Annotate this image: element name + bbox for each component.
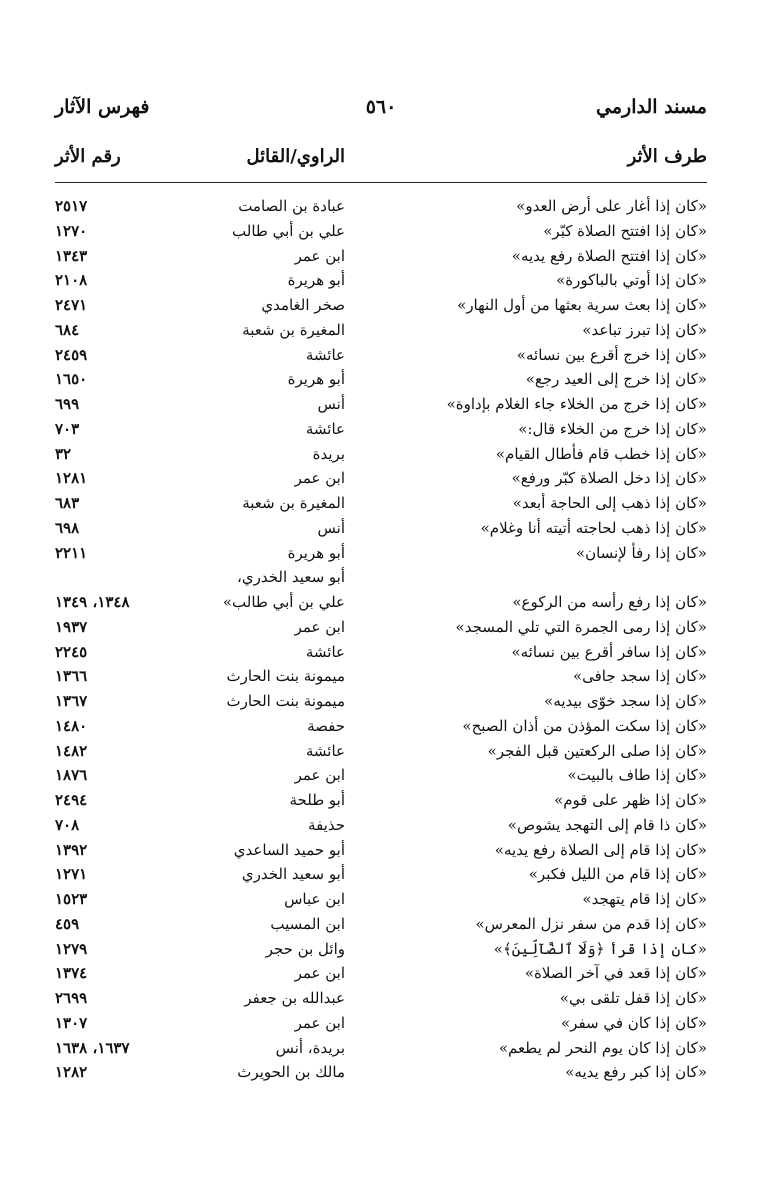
atar-number: ١٢٨٢: [55, 1063, 88, 1082]
atar-number: ٧٠٨: [55, 815, 80, 834]
atar-incipit: «كان إذا قفل تلقى بي»: [559, 989, 707, 1007]
atar-number: ١٣٩٢: [55, 840, 88, 859]
table-row: [55, 194, 707, 219]
atar-incipit: «كان إذا أغار على أرض العدو»: [516, 197, 707, 215]
atar-number: ١٢٧٩: [55, 939, 88, 958]
narrator: وائل بن حجر: [265, 939, 345, 958]
narrator: ميمونة بنت الحارث: [226, 667, 345, 686]
table-row: [55, 417, 707, 442]
atar-number: ٢٤٧١: [55, 296, 88, 314]
narrator: ابن المسيب: [270, 914, 345, 933]
table-row: [55, 739, 707, 764]
atar-number: ٢٤٥٩: [55, 345, 88, 364]
table-row: [55, 466, 707, 491]
atar-number: ٤٥٩: [55, 914, 80, 933]
atar-incipit: «كان إذا رفأ لإنسان»: [575, 543, 707, 562]
atar-incipit: «كان إذا رمى الجمرة التي تلي المسجد»: [455, 617, 707, 636]
atar-number: ١٣٤٨، ١٣٤٩: [55, 593, 130, 611]
atar-incipit: «كان إذا خرج من الخلاء جاء الغلام بإداوة»: [446, 395, 707, 413]
table-row: [55, 541, 707, 566]
table-row: [55, 986, 707, 1011]
table-row: [55, 763, 707, 788]
narrator: أنس: [317, 395, 345, 413]
atar-number: ١٦٥٠: [55, 370, 88, 389]
narrator: صخر الغامدي: [261, 296, 345, 314]
narrator-continued: علي بن أبي طالب»: [222, 593, 345, 611]
column-header-atar: طرف الأثر: [627, 146, 707, 167]
narrator: ابن عمر: [294, 1013, 345, 1032]
narrator: بريدة: [312, 444, 345, 463]
atar-incipit: «كان إذا خرج أقرع بين نسائه»: [516, 345, 707, 364]
atar-incipit: «كان إذا ذهب إلى الحاجة أبعد»: [512, 494, 707, 512]
atar-incipit: «كان إذا قام من الليل فكبر»: [528, 865, 707, 884]
table-row: [55, 640, 707, 665]
narrator: المغيرة بن شعبة: [242, 494, 345, 512]
table-row: [55, 664, 707, 689]
header-rule: [55, 182, 707, 183]
book-title: مسند الدارمي: [596, 96, 707, 118]
atar-number: ١٨٧٦: [55, 766, 88, 785]
table-row: [55, 912, 707, 937]
table-row: [55, 1011, 707, 1036]
atar-incipit: «كان إذا سجد جافى»: [572, 667, 707, 686]
narrator: علي بن أبي طالب: [232, 221, 345, 240]
table-row: [55, 862, 707, 887]
table-row: [55, 343, 707, 368]
page-number: ٥٦٠: [365, 96, 397, 118]
narrator: أبو هريرة: [287, 370, 345, 389]
narrator: مالك بن الحويرث: [237, 1063, 345, 1082]
atar-number: ١٣٠٧: [55, 1013, 88, 1032]
atar-number: ١٢٧٠: [55, 221, 88, 240]
atar-incipit: «كان إذا خرج إلى العيد رجع»: [525, 370, 707, 389]
table-row: [55, 392, 707, 417]
atar-number: ١٣٦٧: [55, 692, 88, 710]
atar-number: ٦٩٩: [55, 395, 80, 413]
atar-number: ٢٢٤٥: [55, 642, 88, 661]
atar-incipit: «كان إذا ذهب لحاجته أتيته أنا وغلام»: [480, 518, 707, 537]
table-row: [55, 293, 707, 318]
table-row: [55, 788, 707, 813]
atar-incipit: «كان إذا افتتح الصلاة رفع يديه»: [511, 246, 707, 265]
table-row: [55, 491, 707, 516]
table-row: [55, 813, 707, 838]
atar-incipit: «كان إذا صلى الركعتين قبل الفجر»: [487, 741, 707, 760]
narrator: حفصة: [307, 716, 345, 735]
table-row: [55, 244, 707, 269]
atar-incipit: «كان إذا كبر رفع يديه»: [565, 1063, 707, 1082]
narrator: أبو حميد الساعدي: [233, 840, 345, 859]
atar-number: ١٣٦٦: [55, 667, 88, 686]
narrator: عائشة: [305, 345, 345, 364]
atar-number: ٣٢: [55, 444, 72, 463]
narrator: ابن عمر: [294, 766, 345, 785]
narrator: ميمونة بنت الحارث: [226, 692, 345, 710]
narrator: أبو هريرة: [287, 271, 345, 290]
atar-number: ٦٨٣: [55, 494, 80, 512]
narrator: ابن عمر: [294, 617, 345, 636]
atar-number: ٢٥١٧: [55, 197, 88, 215]
atar-incipit: «كان إذا كان في سفر»: [560, 1013, 707, 1032]
atar-number: ٢٤٩٤: [55, 791, 88, 809]
atar-incipit: «كان إذا سافر أقرع بين نسائه»: [511, 642, 707, 661]
atar-incipit: «كان إذا خطب قام فأطال القيام»: [495, 444, 707, 463]
column-header-number: رقم الأثر: [55, 146, 121, 167]
table-row: [55, 442, 707, 467]
column-headers: [55, 146, 707, 180]
table-row: [55, 1060, 707, 1085]
table-row: [55, 838, 707, 863]
index-table: [55, 194, 707, 1085]
narrator: أبو هريرة: [287, 543, 345, 562]
narrator: المغيرة بن شعبة: [242, 320, 345, 339]
narrator: أبو سعيد الخدري،: [237, 568, 345, 587]
narrator: ابن عباس: [284, 890, 345, 908]
atar-number: ٢١٠٨: [55, 271, 88, 290]
atar-number: ٦٨٤: [55, 320, 80, 339]
narrator: عائشة: [305, 419, 345, 438]
atar-incipit: «كان إذا طاف بالبيت»: [567, 766, 707, 785]
atar-incipit: «كان إذا سجد خوّى بيديه»: [544, 692, 707, 710]
narrator: حذيفة: [308, 815, 345, 834]
narrator: أبو سعيد الخدري: [241, 865, 345, 884]
table-row: [55, 318, 707, 343]
atar-number: ١٩٣٧: [55, 617, 88, 636]
atar-incipit: «كان إذا ظهر على قوم»: [554, 791, 707, 809]
atar-number: ٧٠٣: [55, 419, 80, 438]
atar-incipit: «كان إذا تبرز تباعد»: [582, 320, 707, 339]
atar-incipit: «كان إذا دخل الصلاة كبّر ورفع»: [511, 469, 707, 488]
atar-number: ٦٩٨: [55, 518, 80, 537]
section-title: فهرس الآثار: [55, 96, 150, 118]
atar-number: ١٣٤٣: [55, 246, 88, 265]
atar-number: ١٤٨٠: [55, 716, 88, 735]
narrator: أبو طلحة: [289, 791, 345, 809]
atar-incipit: «كان إذا قعد في آخر الصلاة»: [524, 964, 707, 983]
atar-number: ١٣٧٤: [55, 964, 88, 983]
atar-number: ١٦٣٧، ١٦٣٨: [55, 1038, 130, 1057]
atar-incipit: «كان إذا افتتح الصلاة كبّر»: [543, 221, 707, 240]
narrator: ابن عمر: [294, 469, 345, 488]
table-row: [55, 689, 707, 714]
atar-incipit: «كان إذا سكت المؤذن من أذان الصبح»: [462, 716, 707, 735]
atar-number: ١٢٧١: [55, 865, 88, 884]
atar-incipit: «كان إذا قام يتهجد»: [582, 890, 707, 908]
narrator: ابن عمر: [294, 246, 345, 265]
atar-number: ١٢٨١: [55, 469, 88, 488]
atar-incipit: «كان إذا قرأ ﴿وَلَا ٱلضَّآلِّينَ﴾»: [493, 939, 707, 958]
narrator: عبادة بن الصامت: [238, 197, 345, 215]
atar-incipit: «كان إذا رفع رأسه من الركوع»: [512, 593, 707, 611]
atar-incipit: «كان إذا بعث سرية بعثها من أول النهار»: [457, 296, 707, 314]
table-row: [55, 961, 707, 986]
table-row: [55, 367, 707, 392]
narrator: عائشة: [305, 642, 345, 661]
table-row: [55, 887, 707, 912]
atar-incipit: «كان إذا قدم من سفر نزل المعرس»: [475, 914, 707, 933]
table-row: [55, 565, 707, 615]
atar-incipit: «كان إذا كان يوم النحر لم يطعم»: [498, 1038, 707, 1057]
running-head: [55, 96, 707, 128]
narrator: عائشة: [305, 741, 345, 760]
narrator: أنس: [317, 518, 345, 537]
atar-incipit: «كان ذا قام إلى التهجد يشوص»: [507, 815, 707, 834]
table-row: [55, 268, 707, 293]
table-row: [55, 1036, 707, 1061]
atar-number: ١٥٢٣: [55, 890, 88, 908]
atar-number: ٢٦٩٩: [55, 989, 88, 1007]
table-row: [55, 615, 707, 640]
column-header-rawi: الراوي/القائل: [246, 146, 345, 167]
table-row: [55, 937, 707, 962]
table-row: [55, 714, 707, 739]
table-row: [55, 219, 707, 244]
narrator: عبدالله بن جعفر: [244, 989, 345, 1007]
atar-incipit: «كان إذا قام إلى الصلاة رفع يديه»: [494, 840, 707, 859]
table-row: [55, 516, 707, 541]
atar-incipit: «كان إذا أوتي بالباكورة»: [556, 271, 707, 290]
atar-incipit: «كان إذا خرج من الخلاء قال:»: [518, 419, 707, 438]
narrator: بريدة، أنس: [275, 1038, 345, 1057]
atar-number: ٢٢١١: [55, 543, 88, 562]
atar-number: ١٤٨٢: [55, 741, 88, 760]
narrator: ابن عمر: [294, 964, 345, 983]
